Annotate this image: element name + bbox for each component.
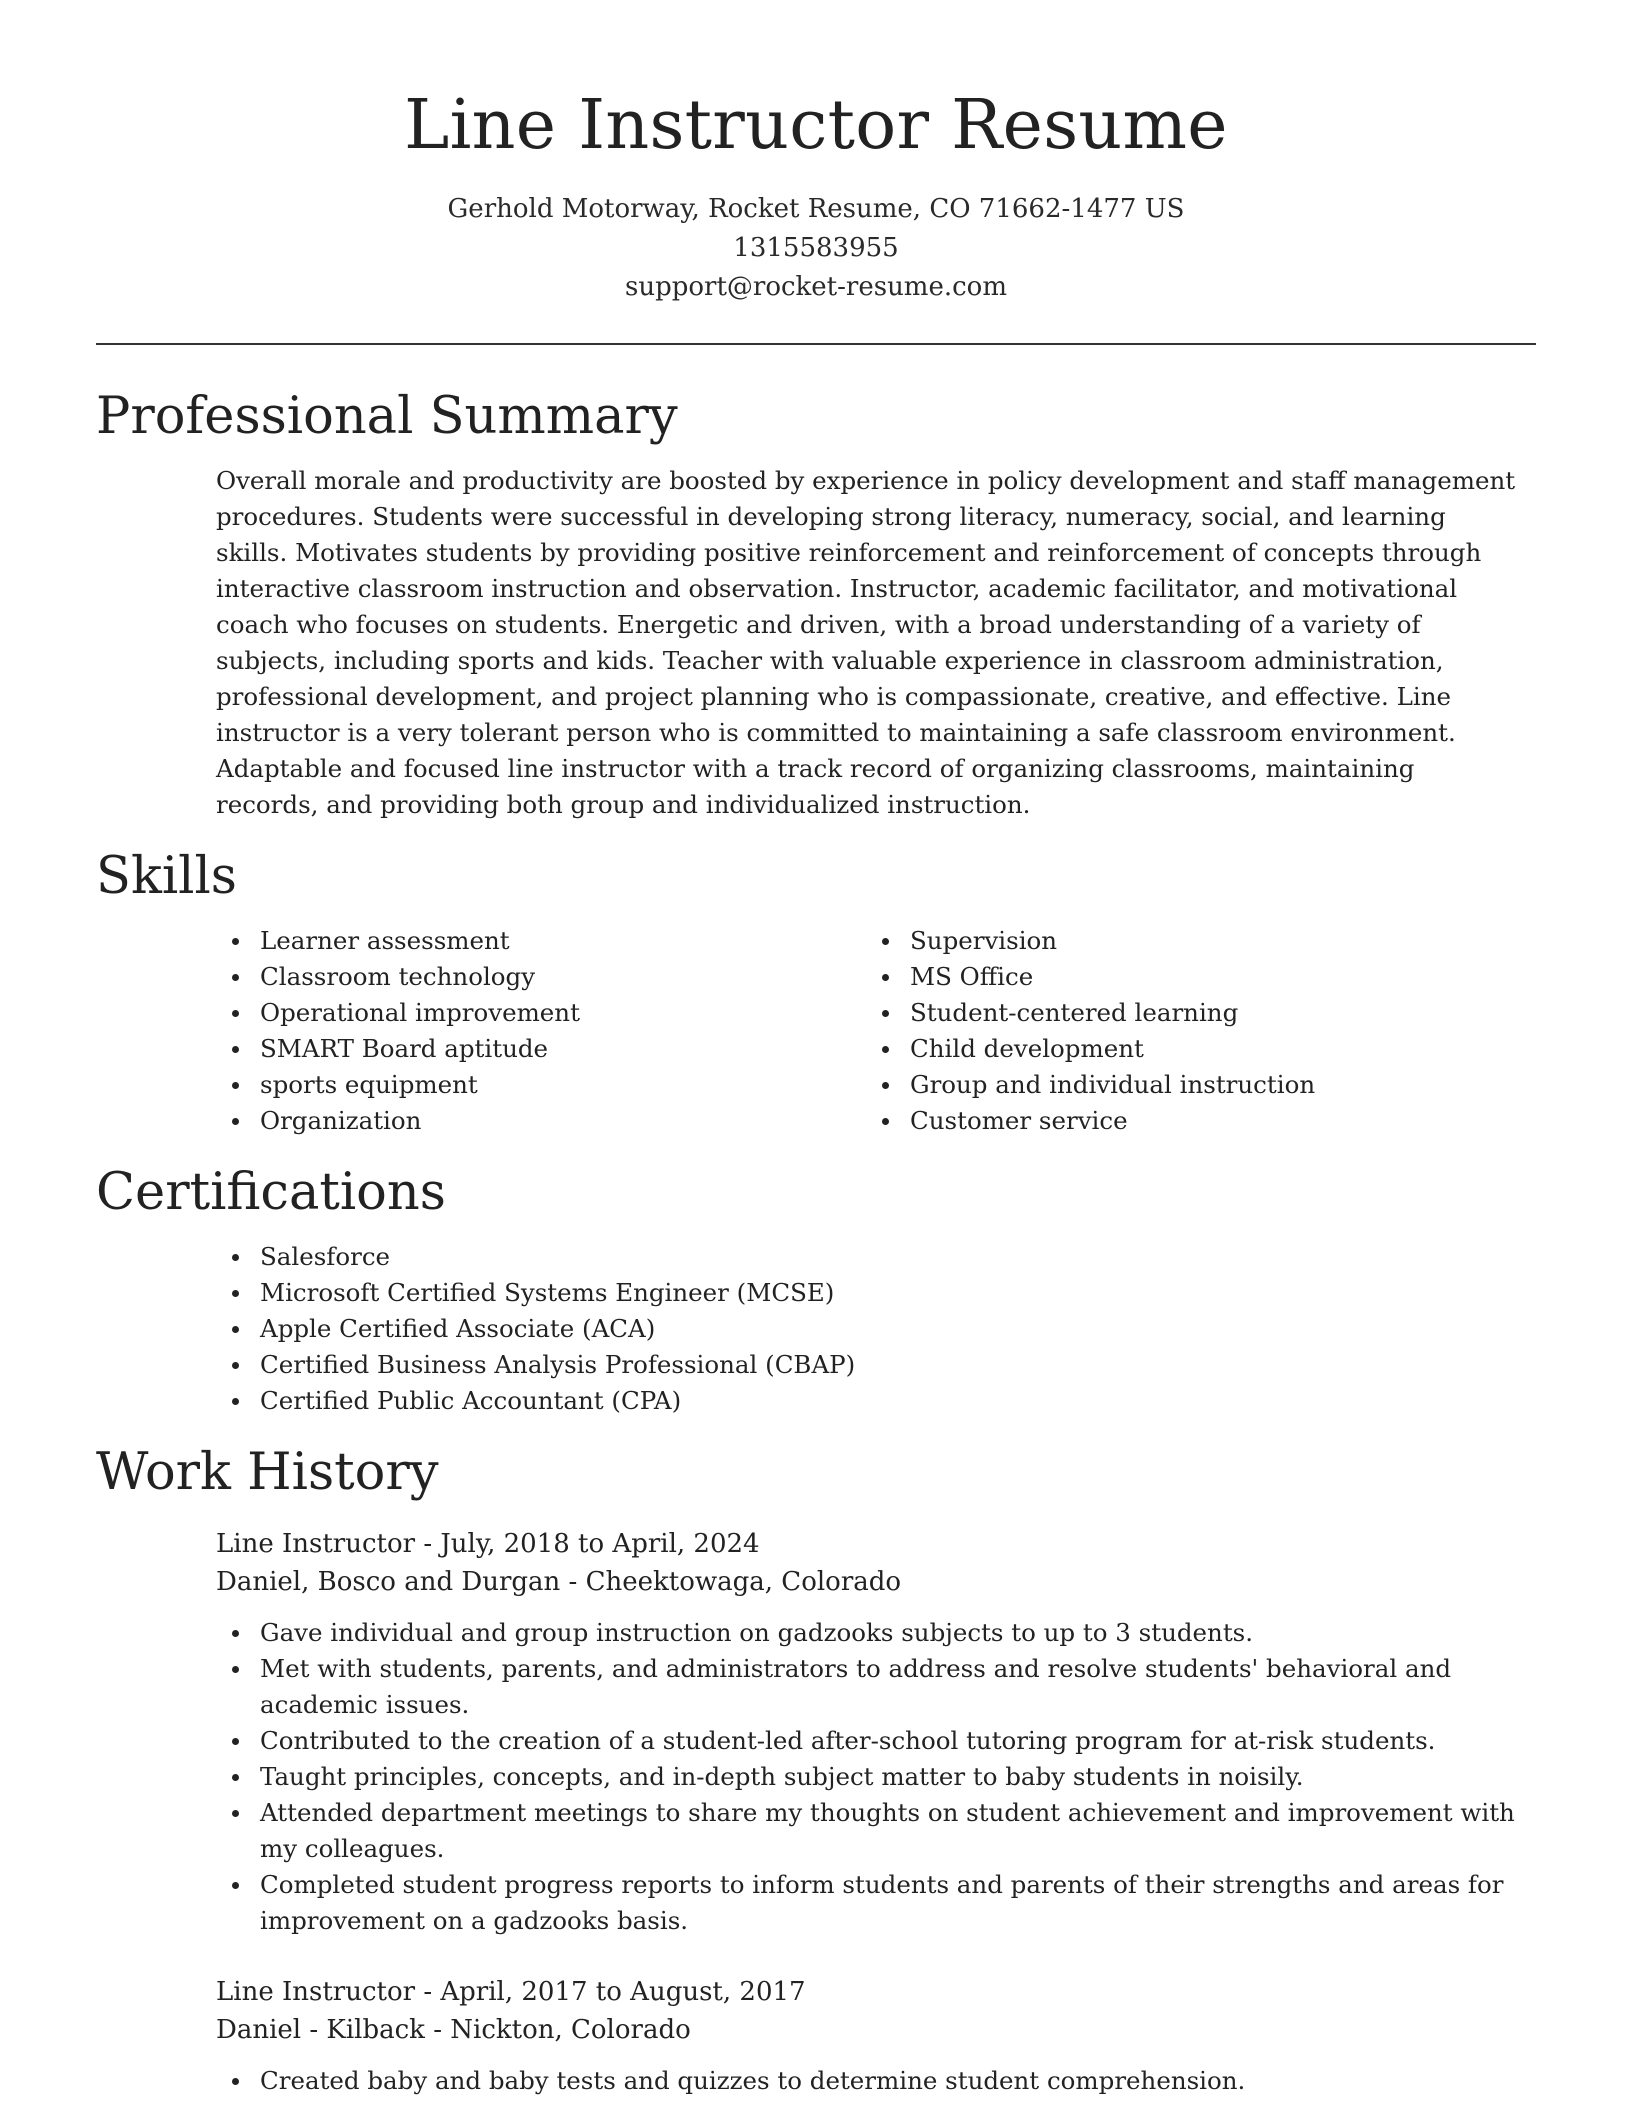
skill-item: Classroom technology xyxy=(216,959,866,995)
skill-item: sports equipment xyxy=(216,1067,866,1103)
skills-list-left xyxy=(216,923,866,1139)
skill-item: Supervision xyxy=(866,923,1516,959)
skill-item: MS Office xyxy=(866,959,1516,995)
job-company-location: Daniel - Kilback - Nickton, Colorado xyxy=(216,2015,691,2045)
job-title-dates: Line Instructor - July, 2018 to April, 2024 xyxy=(216,1529,760,1559)
job-duty-item: Gave individual and group instruction on gadzooks subjects to up to 3 students. xyxy=(216,1615,1536,1651)
skills-columns xyxy=(216,923,1536,1139)
job-duty-item: Created baby and baby tests and quizzes to determine student comprehension. xyxy=(216,2063,1536,2099)
header-divider xyxy=(96,343,1536,345)
certification-item: Apple Certified Associate (ACA) xyxy=(216,1311,1536,1347)
skill-item: Group and individual instruction xyxy=(866,1067,1516,1103)
job-duties-list xyxy=(216,1615,1536,1939)
contact-email: support@rocket-resume.com xyxy=(624,272,1007,302)
skill-item: Operational improvement xyxy=(216,995,866,1031)
skill-item: Organization xyxy=(216,1103,866,1139)
professional-summary-section xyxy=(96,385,1536,823)
certification-item: Salesforce xyxy=(216,1239,1536,1275)
resume-page xyxy=(96,0,1536,2112)
contact-info xyxy=(96,190,1536,307)
skill-item: Child development xyxy=(866,1031,1516,1067)
job-duties-list xyxy=(216,2063,1536,2099)
job-duty-item: Completed student progress reports to inform students and parents of their strengths and areas for improvement on a gadzooks basis. xyxy=(216,1867,1536,1939)
certifications-list xyxy=(216,1239,1536,1419)
contact-address: Gerhold Motorway, Rocket Resume, CO 71662-1477 US xyxy=(447,194,1185,224)
job-duty-item: Contributed to the creation of a student-led after-school tutoring program for at-risk students. xyxy=(216,1723,1536,1759)
summary-paragraph: Overall morale and productivity are boosted by experience in policy development and staff management procedures. Students were successful in developing strong literacy, numeracy, social, and learning skills. Motivates students by providing positive reinforcement and reinforcement of concepts through interactive classroom instruction and observation. Instructor, academic facilitator, and motivational coach who focuses on students. Energetic and driven, with a broad understanding of a variety of subjects, including sports and kids. Teacher with valuable experience in classroom administration, professional development, and project planning who is compassionate, creative, and effective. Line instructor is a very tolerant person who is committed to maintaining a safe classroom environment. Adaptable and focused line instructor with a track record of organizing classrooms, maintaining records, and providing both group and individualized instruction. xyxy=(216,466,1516,819)
certification-item: Certified Public Accountant (CPA) xyxy=(216,1383,1536,1419)
skill-item: SMART Board aptitude xyxy=(216,1031,866,1067)
job-duty-item: Met with students, parents, and administrators to address and resolve students' behavioral and academic issues. xyxy=(216,1651,1536,1723)
certifications-section xyxy=(96,1161,1536,1419)
work-history-section xyxy=(96,1441,1536,2099)
contact-phone: 1315583955 xyxy=(733,233,899,263)
resume-header xyxy=(96,0,1536,307)
certification-item: Certified Business Analysis Professional (CBAP) xyxy=(216,1347,1536,1383)
section-heading-certifications: Certifications xyxy=(96,1163,446,1222)
job-entry xyxy=(216,1525,1536,1939)
job-entry xyxy=(216,1973,1536,2099)
skills-column-left xyxy=(216,923,866,1139)
certification-item: Microsoft Certified Systems Engineer (MCSE) xyxy=(216,1275,1536,1311)
job-title-dates: Line Instructor - April, 2017 to August, 2017 xyxy=(216,1977,806,2007)
job-duty-item: Taught principles, concepts, and in-depth subject matter to baby students in noisily. xyxy=(216,1759,1536,1795)
job-company-location: Daniel, Bosco and Durgan - Cheektowaga, Colorado xyxy=(216,1567,902,1597)
resume-title: Line Instructor Resume xyxy=(404,86,1228,165)
skills-section xyxy=(96,845,1536,1139)
skills-column-right xyxy=(866,923,1516,1139)
skills-list-right xyxy=(866,923,1516,1139)
skill-item: Student-centered learning xyxy=(866,995,1516,1031)
skill-item: Customer service xyxy=(866,1103,1516,1139)
skill-item: Learner assessment xyxy=(216,923,866,959)
section-heading-work-history: Work History xyxy=(96,1443,439,1502)
job-duty-item: Attended department meetings to share my thoughts on student achievement and improvement with my colleagues. xyxy=(216,1795,1536,1867)
section-heading-summary: Professional Summary xyxy=(96,387,678,446)
section-heading-skills: Skills xyxy=(96,847,237,906)
